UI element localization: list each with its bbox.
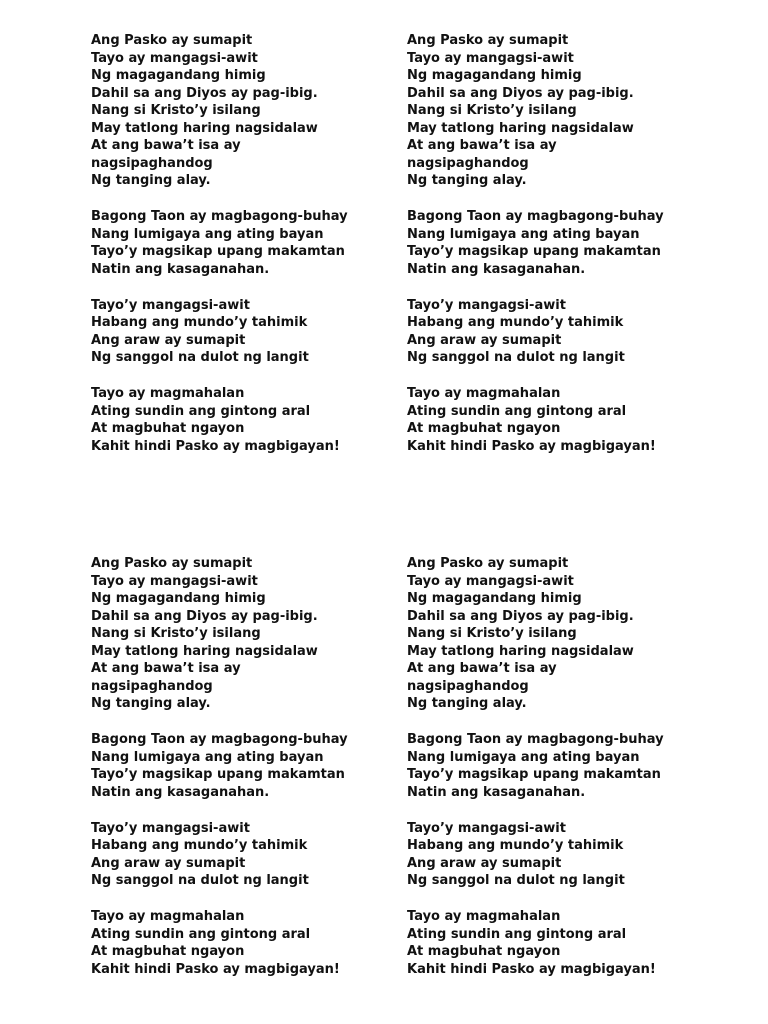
lyric-line: Dahil sa ang Diyos ay pag-ibig. [91, 608, 318, 624]
lyric-line: Habang ang mundo’y tahimik [91, 315, 308, 330]
lyric-line: Ang Pasko ay sumapit [407, 33, 569, 48]
lyric-line: Nang si Kristo’y isilang [91, 626, 261, 641]
lyric-line: Bagong Taon ay magbagong-buhay [407, 209, 664, 224]
lyric-line: Tayo ay mangagsi-awit [407, 50, 574, 66]
lyric-line: Tayo’y mangagsi-awit [407, 820, 566, 836]
stanza [407, 555, 707, 713]
lyric-line: Natin ang kasaganahan. [407, 261, 586, 277]
stanza [91, 908, 391, 978]
lyrics-copy-top-right [407, 32, 707, 455]
stanza [91, 820, 391, 890]
lyric-line: Habang ang mundo’y tahimik [91, 838, 308, 853]
lyric-line: Ng tanging alay. [407, 696, 527, 711]
lyric-line: Ng magagandang himig [91, 68, 266, 83]
lyric-line: Nang lumigaya ang ating bayan [91, 226, 324, 242]
lyric-line: May tatlong haring nagsidalaw [91, 120, 318, 136]
lyric-line: Ng magagandang himig [407, 68, 582, 83]
lyric-line: At ang bawa’t isa ay [407, 138, 557, 153]
lyric-line: Ng magagandang himig [91, 591, 266, 606]
lyric-line: Nang si Kristo’y isilang [91, 103, 261, 118]
lyric-line: Tayo’y magsikap upang makamtan [91, 767, 345, 782]
stanza [407, 820, 707, 890]
stanza [91, 555, 391, 713]
lyric-line: At magbuhat ngayon [407, 944, 561, 959]
lyrics-copy-bottom-left [91, 555, 391, 978]
lyric-line: Habang ang mundo’y tahimik [407, 315, 624, 330]
lyric-line: At magbuhat ngayon [91, 944, 245, 959]
lyric-line: Tayo ay mangagsi-awit [91, 573, 258, 589]
stanza [407, 385, 707, 455]
lyric-line: Bagong Taon ay magbagong-buhay [91, 732, 348, 747]
lyric-line: Bagong Taon ay magbagong-buhay [91, 209, 348, 224]
lyric-line: Ng tanging alay. [407, 173, 527, 188]
stanza [91, 297, 391, 367]
lyric-line: Nang si Kristo’y isilang [407, 626, 577, 641]
stanza [407, 731, 707, 801]
lyric-line: Ng sanggol na dulot ng langit [407, 350, 625, 365]
lyric-line: Natin ang kasaganahan. [407, 784, 586, 800]
lyric-line: At ang bawa’t isa ay [407, 661, 557, 676]
lyric-line: At magbuhat ngayon [407, 421, 561, 436]
lyric-line: Ang araw ay sumapit [91, 855, 246, 871]
lyric-line: Ang Pasko ay sumapit [407, 556, 569, 571]
lyrics-copy-top-left [91, 32, 391, 455]
lyric-line: nagsipaghandog [91, 155, 213, 171]
stanza [91, 32, 391, 190]
lyric-line: Ang araw ay sumapit [91, 332, 246, 348]
lyric-line: Tayo’y magsikap upang makamtan [407, 767, 661, 782]
lyric-line: Ating sundin ang gintong aral [407, 403, 627, 419]
lyric-line: Tayo ay magmahalan [91, 909, 245, 924]
lyric-line: Nang si Kristo’y isilang [407, 103, 577, 118]
stanza [407, 32, 707, 190]
lyric-line: Tayo’y magsikap upang makamtan [407, 244, 661, 259]
lyric-line: nagsipaghandog [91, 678, 213, 694]
lyric-line: Ang araw ay sumapit [407, 855, 562, 871]
lyric-line: Tayo’y mangagsi-awit [91, 820, 250, 836]
lyric-line: Tayo ay magmahalan [407, 386, 561, 401]
stanza [91, 208, 391, 278]
stanza [91, 731, 391, 801]
stanza [407, 908, 707, 978]
lyric-line: Dahil sa ang Diyos ay pag-ibig. [407, 85, 634, 101]
lyric-line: May tatlong haring nagsidalaw [91, 643, 318, 659]
stanza [91, 385, 391, 455]
lyric-line: Nang lumigaya ang ating bayan [91, 749, 324, 765]
lyric-line: Nang lumigaya ang ating bayan [407, 749, 640, 765]
lyric-line: Ng tanging alay. [91, 173, 211, 188]
lyric-line: May tatlong haring nagsidalaw [407, 643, 634, 659]
stanza [407, 208, 707, 278]
lyric-line: At ang bawa’t isa ay [91, 138, 241, 153]
lyric-line: Tayo’y mangagsi-awit [407, 297, 566, 313]
lyric-line: Ng sanggol na dulot ng langit [407, 873, 625, 888]
lyric-line: Ang araw ay sumapit [407, 332, 562, 348]
lyric-line: Tayo’y mangagsi-awit [91, 297, 250, 313]
stanza [407, 297, 707, 367]
lyric-line: Tayo ay magmahalan [407, 909, 561, 924]
lyric-line: Tayo ay mangagsi-awit [91, 50, 258, 66]
lyric-line: At ang bawa’t isa ay [91, 661, 241, 676]
lyric-line: Nang lumigaya ang ating bayan [407, 226, 640, 242]
lyric-line: Ating sundin ang gintong aral [91, 403, 311, 419]
lyric-line: Habang ang mundo’y tahimik [407, 838, 624, 853]
lyric-line: At magbuhat ngayon [91, 421, 245, 436]
lyric-line: Tayo’y magsikap upang makamtan [91, 244, 345, 259]
lyric-line: Ating sundin ang gintong aral [91, 926, 311, 942]
lyric-line: Kahit hindi Pasko ay magbigayan! [407, 438, 656, 454]
lyric-line: nagsipaghandog [407, 678, 529, 694]
lyric-line: May tatlong haring nagsidalaw [407, 120, 634, 136]
lyric-line: Tayo ay magmahalan [91, 386, 245, 401]
lyric-line: Ng sanggol na dulot ng langit [91, 350, 309, 365]
lyric-line: Natin ang kasaganahan. [91, 784, 270, 800]
lyric-line: Kahit hindi Pasko ay magbigayan! [91, 438, 340, 454]
lyric-line: Tayo ay mangagsi-awit [407, 573, 574, 589]
lyric-line: Natin ang kasaganahan. [91, 261, 270, 277]
lyric-line: Ang Pasko ay sumapit [91, 556, 253, 571]
lyric-line: Bagong Taon ay magbagong-buhay [407, 732, 664, 747]
lyric-line: Ng tanging alay. [91, 696, 211, 711]
lyrics-copy-bottom-right [407, 555, 707, 978]
lyric-line: Kahit hindi Pasko ay magbigayan! [91, 961, 340, 977]
lyric-line: Dahil sa ang Diyos ay pag-ibig. [407, 608, 634, 624]
lyric-line: Ng sanggol na dulot ng langit [91, 873, 309, 888]
lyric-line: Kahit hindi Pasko ay magbigayan! [407, 961, 656, 977]
lyric-line: Ating sundin ang gintong aral [407, 926, 627, 942]
lyric-line: Dahil sa ang Diyos ay pag-ibig. [91, 85, 318, 101]
lyric-line: Ng magagandang himig [407, 591, 582, 606]
lyric-line: Ang Pasko ay sumapit [91, 33, 253, 48]
lyric-line: nagsipaghandog [407, 155, 529, 171]
